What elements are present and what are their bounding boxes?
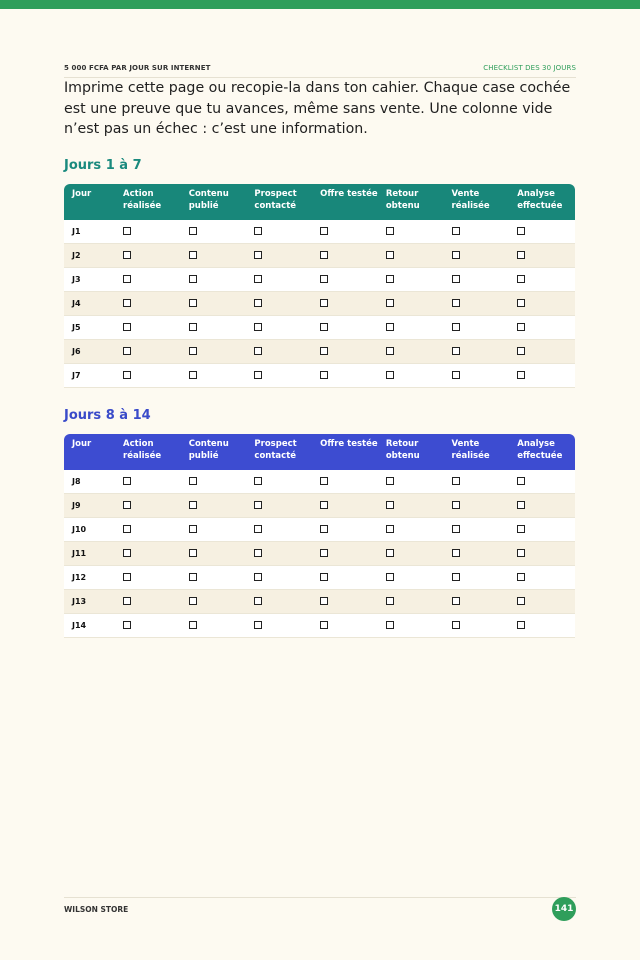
empty-checkbox-icon[interactable]	[452, 299, 460, 307]
checkbox-cell	[312, 542, 378, 566]
empty-checkbox-icon[interactable]	[320, 549, 328, 557]
day-label: J11	[64, 542, 115, 566]
checkbox-cell	[444, 542, 510, 566]
empty-checkbox-icon[interactable]	[517, 251, 525, 259]
day-label: J13	[64, 590, 115, 614]
empty-checkbox-icon[interactable]	[517, 347, 525, 355]
checkbox-cell	[246, 268, 312, 292]
empty-checkbox-icon[interactable]	[386, 275, 394, 283]
empty-checkbox-icon[interactable]	[320, 477, 328, 485]
empty-checkbox-icon[interactable]	[517, 573, 525, 581]
checkbox-cell	[378, 316, 444, 340]
checkbox-cell	[444, 268, 510, 292]
checkbox-cell	[312, 220, 378, 244]
empty-checkbox-icon[interactable]	[452, 275, 460, 283]
empty-checkbox-icon[interactable]	[386, 549, 394, 557]
empty-checkbox-icon[interactable]	[386, 347, 394, 355]
checkbox-cell	[246, 494, 312, 518]
table-row	[64, 542, 575, 566]
empty-checkbox-icon[interactable]	[320, 573, 328, 581]
checkbox-cell	[115, 316, 181, 340]
day-label: J14	[64, 614, 115, 638]
empty-checkbox-icon[interactable]	[320, 275, 328, 283]
empty-checkbox-icon[interactable]	[123, 477, 131, 485]
checkbox-cell	[246, 340, 312, 364]
empty-checkbox-icon[interactable]	[320, 371, 328, 379]
checkbox-cell	[312, 340, 378, 364]
empty-checkbox-icon[interactable]	[517, 525, 525, 533]
empty-checkbox-icon[interactable]	[254, 347, 262, 355]
checkbox-cell	[509, 364, 575, 388]
empty-checkbox-icon[interactable]	[320, 251, 328, 259]
checkbox-cell	[246, 364, 312, 388]
book-title: 5 000 FCFA PAR JOUR SUR INTERNET	[64, 64, 211, 72]
column-header: Contenu publié	[181, 184, 247, 220]
empty-checkbox-icon[interactable]	[320, 597, 328, 605]
checkbox-cell	[509, 566, 575, 590]
empty-checkbox-icon[interactable]	[386, 477, 394, 485]
checkbox-cell	[246, 566, 312, 590]
table-row	[64, 364, 575, 388]
empty-checkbox-icon[interactable]	[386, 573, 394, 581]
empty-checkbox-icon[interactable]	[189, 227, 197, 235]
checkbox-cell	[181, 244, 247, 268]
chapter-title: CHECKLIST DES 30 JOURS	[483, 64, 576, 72]
empty-checkbox-icon[interactable]	[386, 227, 394, 235]
checkbox-cell	[115, 518, 181, 542]
checkbox-cell	[246, 220, 312, 244]
checkbox-cell	[181, 220, 247, 244]
checkbox-cell	[246, 316, 312, 340]
empty-checkbox-icon[interactable]	[320, 347, 328, 355]
empty-checkbox-icon[interactable]	[189, 371, 197, 379]
empty-checkbox-icon[interactable]	[189, 621, 197, 629]
empty-checkbox-icon[interactable]	[123, 275, 131, 283]
checkbox-cell	[115, 292, 181, 316]
empty-checkbox-icon[interactable]	[386, 597, 394, 605]
page-number-badge: 141	[552, 897, 576, 921]
empty-checkbox-icon[interactable]	[189, 573, 197, 581]
page-footer	[64, 897, 576, 920]
checkbox-cell	[444, 614, 510, 638]
day-label: J8	[64, 470, 115, 494]
checkbox-cell	[378, 614, 444, 638]
column-header: Prospect contacté	[246, 184, 312, 220]
checkbox-cell	[312, 494, 378, 518]
checkbox-cell	[444, 220, 510, 244]
column-header: Vente réalisée	[444, 184, 510, 220]
checkbox-cell	[246, 244, 312, 268]
header-row	[64, 434, 575, 470]
checkbox-cell	[181, 494, 247, 518]
table-header	[64, 434, 575, 470]
empty-checkbox-icon[interactable]	[386, 251, 394, 259]
empty-checkbox-icon[interactable]	[517, 597, 525, 605]
table-row	[64, 590, 575, 614]
empty-checkbox-icon[interactable]	[517, 323, 525, 331]
checkbox-cell	[181, 614, 247, 638]
checkbox-cell	[509, 268, 575, 292]
empty-checkbox-icon[interactable]	[452, 227, 460, 235]
empty-checkbox-icon[interactable]	[452, 549, 460, 557]
running-header	[64, 61, 576, 78]
empty-checkbox-icon[interactable]	[254, 477, 262, 485]
checkbox-cell	[312, 244, 378, 268]
checkbox-cell	[181, 364, 247, 388]
empty-checkbox-icon[interactable]	[189, 549, 197, 557]
empty-checkbox-icon[interactable]	[452, 323, 460, 331]
empty-checkbox-icon[interactable]	[189, 275, 197, 283]
column-header: Action réalisée	[115, 184, 181, 220]
table-row	[64, 244, 575, 268]
checkbox-cell	[115, 244, 181, 268]
checkbox-cell	[181, 340, 247, 364]
table-row	[64, 614, 575, 638]
empty-checkbox-icon[interactable]	[452, 621, 460, 629]
empty-checkbox-icon[interactable]	[123, 347, 131, 355]
empty-checkbox-icon[interactable]	[517, 371, 525, 379]
day-label: J1	[64, 220, 115, 244]
empty-checkbox-icon[interactable]	[189, 597, 197, 605]
empty-checkbox-icon[interactable]	[320, 323, 328, 331]
table-row	[64, 566, 575, 590]
empty-checkbox-icon[interactable]	[123, 573, 131, 581]
checkbox-cell	[444, 244, 510, 268]
empty-checkbox-icon[interactable]	[123, 525, 131, 533]
column-header: Offre testée	[312, 184, 378, 220]
checkbox-cell	[312, 614, 378, 638]
checkbox-cell	[115, 268, 181, 292]
empty-checkbox-icon[interactable]	[517, 621, 525, 629]
checkbox-cell	[444, 292, 510, 316]
checkbox-cell	[181, 518, 247, 542]
section-title-days-1-7: Jours 1 à 7	[64, 158, 142, 173]
empty-checkbox-icon[interactable]	[320, 621, 328, 629]
checkbox-cell	[181, 470, 247, 494]
checkbox-cell	[115, 614, 181, 638]
empty-checkbox-icon[interactable]	[123, 251, 131, 259]
empty-checkbox-icon[interactable]	[254, 525, 262, 533]
empty-checkbox-icon[interactable]	[517, 549, 525, 557]
empty-checkbox-icon[interactable]	[517, 227, 525, 235]
checkbox-cell	[181, 590, 247, 614]
day-label: J4	[64, 292, 115, 316]
empty-checkbox-icon[interactable]	[189, 323, 197, 331]
table-row	[64, 340, 575, 364]
day-label: J10	[64, 518, 115, 542]
checkbox-cell	[246, 470, 312, 494]
checkbox-cell	[115, 470, 181, 494]
checkbox-cell	[509, 316, 575, 340]
column-header: Contenu publié	[181, 434, 247, 470]
empty-checkbox-icon[interactable]	[189, 299, 197, 307]
checkbox-cell	[378, 244, 444, 268]
table-row	[64, 494, 575, 518]
checkbox-cell	[444, 340, 510, 364]
empty-checkbox-icon[interactable]	[254, 573, 262, 581]
checkbox-cell	[509, 614, 575, 638]
table-row	[64, 470, 575, 494]
empty-checkbox-icon[interactable]	[320, 299, 328, 307]
empty-checkbox-icon[interactable]	[320, 525, 328, 533]
empty-checkbox-icon[interactable]	[452, 371, 460, 379]
empty-checkbox-icon[interactable]	[320, 501, 328, 509]
checkbox-cell	[378, 518, 444, 542]
empty-checkbox-icon[interactable]	[452, 501, 460, 509]
day-label: J3	[64, 268, 115, 292]
empty-checkbox-icon[interactable]	[254, 371, 262, 379]
checkbox-cell	[378, 268, 444, 292]
day-label: J2	[64, 244, 115, 268]
empty-checkbox-icon[interactable]	[123, 371, 131, 379]
checkbox-cell	[115, 364, 181, 388]
checkbox-cell	[181, 542, 247, 566]
empty-checkbox-icon[interactable]	[189, 251, 197, 259]
empty-checkbox-icon[interactable]	[254, 621, 262, 629]
empty-checkbox-icon[interactable]	[386, 621, 394, 629]
checkbox-cell	[378, 566, 444, 590]
checkbox-cell	[312, 316, 378, 340]
empty-checkbox-icon[interactable]	[123, 227, 131, 235]
empty-checkbox-icon[interactable]	[386, 501, 394, 509]
checkbox-cell	[509, 470, 575, 494]
checkbox-cell	[312, 590, 378, 614]
checkbox-cell	[246, 590, 312, 614]
column-header: Retour obtenu	[378, 184, 444, 220]
column-header: Jour	[64, 434, 115, 470]
day-label: J12	[64, 566, 115, 590]
checkbox-cell	[378, 590, 444, 614]
checkbox-cell	[246, 518, 312, 542]
empty-checkbox-icon[interactable]	[254, 501, 262, 509]
checkbox-cell	[312, 518, 378, 542]
empty-checkbox-icon[interactable]	[123, 549, 131, 557]
checkbox-cell	[378, 292, 444, 316]
header-row	[64, 184, 575, 220]
empty-checkbox-icon[interactable]	[123, 501, 131, 509]
checkbox-cell	[246, 292, 312, 316]
footer-brand: WILSON STORE	[64, 905, 129, 914]
column-header: Offre testée	[312, 434, 378, 470]
empty-checkbox-icon[interactable]	[123, 621, 131, 629]
empty-checkbox-icon[interactable]	[189, 501, 197, 509]
checkbox-cell	[444, 518, 510, 542]
checkbox-cell	[509, 244, 575, 268]
checkbox-cell	[444, 590, 510, 614]
checkbox-cell	[181, 292, 247, 316]
checkbox-cell	[115, 220, 181, 244]
checkbox-cell	[509, 494, 575, 518]
empty-checkbox-icon[interactable]	[254, 323, 262, 331]
checkbox-cell	[312, 470, 378, 494]
empty-checkbox-icon[interactable]	[123, 597, 131, 605]
empty-checkbox-icon[interactable]	[517, 477, 525, 485]
empty-checkbox-icon[interactable]	[386, 525, 394, 533]
checkbox-cell	[115, 590, 181, 614]
checkbox-cell	[509, 340, 575, 364]
checkbox-cell	[246, 614, 312, 638]
empty-checkbox-icon[interactable]	[254, 299, 262, 307]
day-label: J9	[64, 494, 115, 518]
checkbox-cell	[378, 494, 444, 518]
checkbox-cell	[378, 364, 444, 388]
empty-checkbox-icon[interactable]	[189, 525, 197, 533]
column-header: Analyse effectuée	[509, 434, 575, 470]
empty-checkbox-icon[interactable]	[386, 299, 394, 307]
empty-checkbox-icon[interactable]	[254, 227, 262, 235]
empty-checkbox-icon[interactable]	[123, 323, 131, 331]
checkbox-cell	[181, 316, 247, 340]
checkbox-cell	[509, 220, 575, 244]
checkbox-cell	[181, 566, 247, 590]
empty-checkbox-icon[interactable]	[452, 525, 460, 533]
checkbox-cell	[312, 364, 378, 388]
checkbox-cell	[444, 494, 510, 518]
empty-checkbox-icon[interactable]	[517, 501, 525, 509]
checkbox-cell	[378, 470, 444, 494]
empty-checkbox-icon[interactable]	[517, 299, 525, 307]
column-header: Vente réalisée	[444, 434, 510, 470]
empty-checkbox-icon[interactable]	[123, 299, 131, 307]
table-header	[64, 184, 575, 220]
table-row	[64, 316, 575, 340]
section-title-days-8-14: Jours 8 à 14	[64, 408, 151, 423]
checkbox-cell	[312, 292, 378, 316]
column-header: Analyse effectuée	[509, 184, 575, 220]
checkbox-cell	[444, 316, 510, 340]
table-row	[64, 220, 575, 244]
day-label: J7	[64, 364, 115, 388]
empty-checkbox-icon[interactable]	[189, 477, 197, 485]
empty-checkbox-icon[interactable]	[386, 371, 394, 379]
table-body	[64, 220, 575, 388]
checkbox-cell	[378, 220, 444, 244]
table-row	[64, 292, 575, 316]
intro-paragraph: Imprime cette page ou recopie-la dans ton cahier. Chaque case cochée est une preuve que tu avances, même sans vente. Une colonne vide n’est pas un échec : c’est une information.	[64, 80, 571, 137]
empty-checkbox-icon[interactable]	[452, 597, 460, 605]
checkbox-cell	[444, 470, 510, 494]
checkbox-cell	[509, 542, 575, 566]
checkbox-cell	[509, 518, 575, 542]
checklist-table-days-8-14	[64, 434, 575, 638]
empty-checkbox-icon[interactable]	[517, 275, 525, 283]
checkbox-cell	[181, 268, 247, 292]
empty-checkbox-icon[interactable]	[254, 251, 262, 259]
column-header: Retour obtenu	[378, 434, 444, 470]
empty-checkbox-icon[interactable]	[452, 573, 460, 581]
checkbox-cell	[115, 566, 181, 590]
checkbox-cell	[115, 542, 181, 566]
empty-checkbox-icon[interactable]	[452, 477, 460, 485]
empty-checkbox-icon[interactable]	[320, 227, 328, 235]
table-row	[64, 518, 575, 542]
empty-checkbox-icon[interactable]	[254, 275, 262, 283]
checklist-table-days-1-7	[64, 184, 575, 388]
day-label: J5	[64, 316, 115, 340]
checkbox-cell	[378, 542, 444, 566]
checkbox-cell	[444, 364, 510, 388]
top-accent-bar	[0, 0, 640, 9]
table-row	[64, 268, 575, 292]
empty-checkbox-icon[interactable]	[254, 597, 262, 605]
checkbox-cell	[509, 292, 575, 316]
checkbox-cell	[312, 566, 378, 590]
checkbox-cell	[246, 542, 312, 566]
checkbox-cell	[444, 566, 510, 590]
empty-checkbox-icon[interactable]	[452, 251, 460, 259]
day-label: J6	[64, 340, 115, 364]
empty-checkbox-icon[interactable]	[452, 347, 460, 355]
empty-checkbox-icon[interactable]	[254, 549, 262, 557]
empty-checkbox-icon[interactable]	[189, 347, 197, 355]
checkbox-cell	[115, 494, 181, 518]
empty-checkbox-icon[interactable]	[386, 323, 394, 331]
table-body	[64, 470, 575, 638]
column-header: Jour	[64, 184, 115, 220]
checkbox-cell	[378, 340, 444, 364]
checkbox-cell	[509, 590, 575, 614]
checkbox-cell	[312, 268, 378, 292]
checkbox-cell	[115, 340, 181, 364]
column-header: Prospect contacté	[246, 434, 312, 470]
column-header: Action réalisée	[115, 434, 181, 470]
